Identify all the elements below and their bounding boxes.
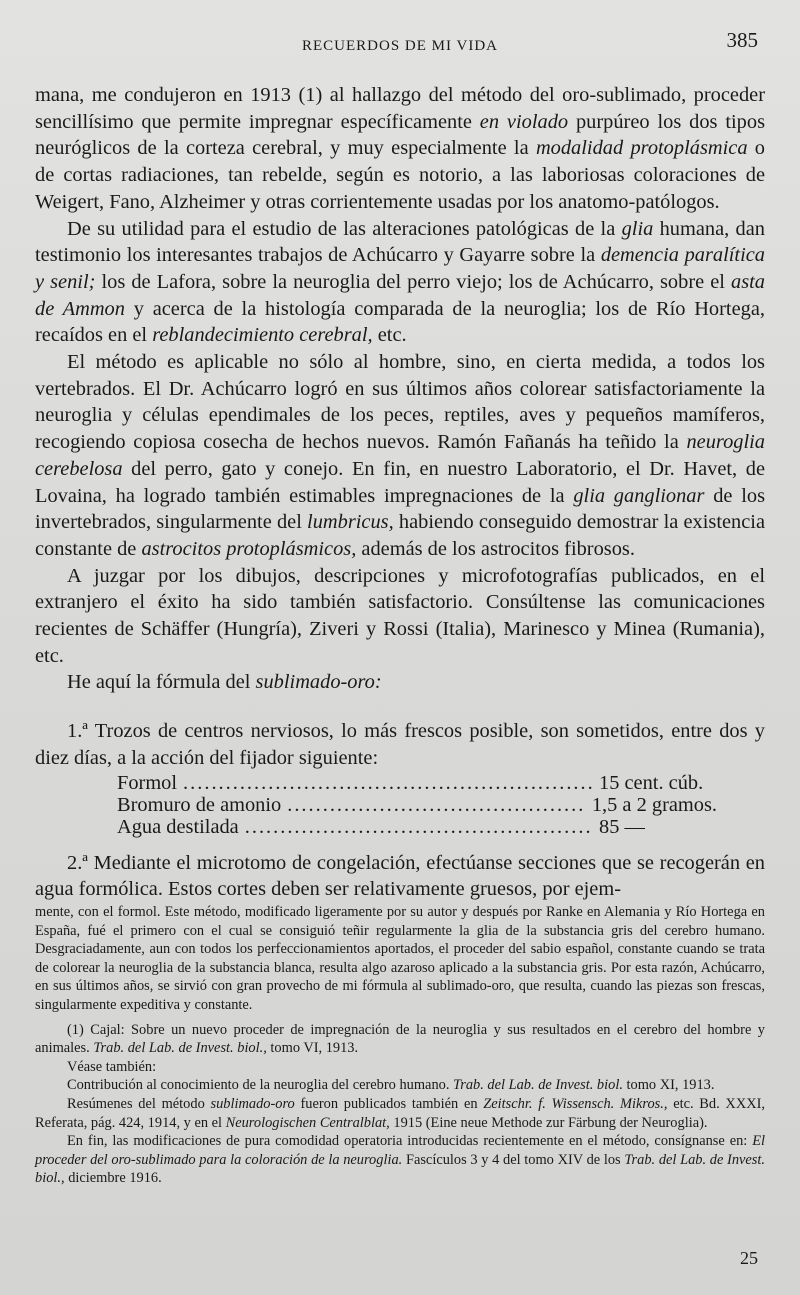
text-run: En fin, las modificaciones de pura comodidad operatoria introducidas recientemente en el método, consígnanse en:	[67, 1133, 753, 1150]
italic-run: Trab. del Lab. de Invest. biol.	[453, 1077, 623, 1094]
reagent-quantity: 15 cent. cúb.	[599, 771, 704, 794]
italic-run: demencia paralítica y senil;	[35, 244, 765, 293]
reagent-quantity: 1,5 a 2 gramos.	[591, 793, 717, 816]
step-two	[35, 850, 765, 903]
paragraph	[35, 563, 765, 670]
paragraph	[35, 82, 765, 216]
footnote-reference	[35, 1095, 765, 1132]
footnote-continuation	[35, 903, 765, 1015]
footnote-1	[35, 1021, 765, 1058]
italic-run: sublimado-oro	[210, 1095, 295, 1112]
printer-signature: 25	[740, 1248, 758, 1268]
italic-run: El proceder del oro-sublimado para la coloración de la neuroglia.	[35, 1133, 765, 1168]
text-run: He aquí la fórmula del	[67, 671, 256, 694]
text-run: mana, me condujeron en 1913 (1) al hallazgo del método del oro-sublimado, proceder sencillísimo que permite impregnar específicamente	[35, 84, 765, 133]
leader-dots	[183, 772, 593, 794]
footnote-see-also	[35, 1058, 765, 1077]
reagent-row	[117, 794, 717, 816]
reagent-row	[117, 816, 717, 838]
italic-run: asta de Ammon	[35, 270, 765, 320]
text-run: humana, dan testimonio los interesantes trabajos de Achúcarro y Gayarre sobre la	[35, 217, 765, 267]
reagent-quantity: 85 —	[599, 815, 645, 838]
text-run: habiendo conseguido demostrar la existencia constante de	[35, 511, 766, 560]
paragraph	[35, 216, 765, 350]
main-text	[35, 82, 765, 903]
reagent-row	[117, 772, 717, 794]
text-run: 1.ª Trozos de centros nerviosos, lo más frescos posible, son sometidos, entre dos y diez días, a la acción del fijador siguiente:	[35, 720, 765, 769]
italic-run: Neurologischen Centralblat,	[225, 1114, 390, 1131]
italic-run: lumbricus,	[307, 511, 394, 534]
step-one	[35, 718, 765, 771]
formula-heading	[35, 669, 765, 696]
text-run: Véase también:	[67, 1058, 157, 1075]
text-run: fueron publicados también en	[294, 1095, 484, 1112]
text-run: los de Lafora, sobre la neuroglia del perro viejo; los de Achúcarro, sobre el	[95, 270, 731, 293]
reagent-name: Bromuro de amonio	[117, 793, 282, 816]
text-run: Fascículos 3 y 4 del tomo XIV de los	[402, 1151, 625, 1168]
text-run: etc.	[372, 324, 407, 347]
text-run: De su utilidad para el estudio de las alteraciones patológicas de la	[67, 217, 622, 240]
text-run: y acerca de la histología comparada de la neuroglia; los de Río Hortega, recaídos en el	[35, 297, 765, 347]
italic-run: Zeitschr. f. Wissensch. Mikros.,	[483, 1095, 668, 1112]
text-run: El método es aplicable no sólo al hombre, sino, en cierta medida, a todos los vertebrados. El Dr. Achúcarro logró en sus últimos años colorear satisfactoriamente la neuroglia y células ependimales de los peces, reptiles, aves y pequeños mamíferos, recogiendo copiosa cosecha de hechos nuevos. Ramón Fañanás ha teñido la	[35, 351, 765, 454]
italic-run: sublimado-oro:	[255, 671, 382, 694]
italic-run: Trab. del Lab. de Invest. biol.,	[35, 1151, 765, 1187]
text-run: diciembre 1916.	[64, 1170, 162, 1187]
italic-run: glia ganglionar	[573, 484, 705, 507]
running-title: RECUERDOS DE MI VIDA	[302, 38, 498, 54]
text-run: purpúreo los dos tipos neuróglicos de la corteza cerebral, y muy especialmente la	[35, 110, 766, 160]
footnotes	[35, 903, 765, 1188]
text-run: 2.ª Mediante el microtomo de congelación, efectúanse secciones que se recogerán en agua formólica. Estos cortes deben ser relativamente gruesos, por ejem-	[35, 851, 765, 901]
italic-run: glia	[621, 217, 654, 240]
leader-dots	[245, 816, 593, 838]
italic-run: modalidad protoplásmica	[535, 137, 748, 160]
footnote-reference	[35, 1132, 765, 1188]
text-run: tomo XI, 1913.	[622, 1077, 715, 1094]
reagent-name: Agua destilada	[117, 815, 239, 838]
text-run: (1) Cajal: Sobre un nuevo proceder de impregnación de la neuroglia y sus resultados en el cerebro del hombre y animales.	[35, 1021, 765, 1057]
italic-run: en violado	[479, 110, 569, 133]
text-run: mente, con el formol. Este método, modificado ligeramente por su autor y después por Ranke en Alemania y Río Hortega en España, fué el primero con el cual se consiguió teñir regularmente la glia de la substancia gris del cerebro humano. Desgraciadamente, aun con todos los perfeccionamientos aportados, el proceder del sabio español, constante cuando se trata de colorear la neuroglia de la substancia blanca, resulta algo azaroso aplicado a la substancia gris. Por esta razón, Achúcarro, en sus últimos años, se sirvió con gran provecho de mi fórmula al sublimado-oro, que resulta, cuando las piezas son frescas, singularmente expeditiva y constante.	[35, 904, 765, 1013]
leader-dots	[287, 794, 586, 816]
reagent-table	[117, 772, 717, 838]
text-run: etc. Bd. XXXI, Referata, pág. 424, 1914, y en el	[35, 1095, 765, 1131]
text-run: de los invertebrados, singularmente del	[35, 484, 766, 534]
italic-run: reblandecimiento cerebral,	[152, 324, 373, 347]
text-run: Contribución al conocimiento de la neuroglia del cerebro humano.	[67, 1077, 454, 1094]
text-run: 1915 (Eine neue Methode zur Färbung der Neuroglia).	[389, 1114, 708, 1131]
italic-run: Trab. del Lab. de Invest. biol.,	[93, 1040, 267, 1057]
text-run: A juzgar por los dibujos, descripciones y microfotografías publicados, en el extranjero el éxito ha sido también satisfactorio. Consúltense las comunicaciones recientes de Schäffer (Hungría), Ziveri y Rossi (Italia), Marinesco y Minea (Rumania), etc.	[35, 564, 765, 667]
footnote-reference	[35, 1076, 765, 1095]
italic-run: astrocitos protoplásmicos,	[141, 537, 357, 560]
text-run: Resúmenes del método	[67, 1095, 211, 1112]
paragraph	[35, 349, 765, 563]
text-run: o de cortas radiaciones, tan rebelde, según es notorio, a las laboriosas coloraciones de Weigert, Fano, Alzheimer y otras corrientemente usadas por los anatomo-patólogos.	[35, 137, 765, 213]
reagent-name: Formol	[117, 771, 178, 794]
italic-run: neuroglia cerebelosa	[35, 431, 765, 480]
page-number: 385	[726, 28, 758, 52]
text-run: tomo VI, 1913.	[266, 1040, 359, 1057]
text-run: además de los astrocitos fibrosos.	[356, 537, 635, 560]
text-run: del perro, gato y conejo. En fin, en nuestro Laboratorio, el Dr. Havet, de Lovaina, ha logrado también estimables impregnaciones de la	[35, 457, 765, 507]
